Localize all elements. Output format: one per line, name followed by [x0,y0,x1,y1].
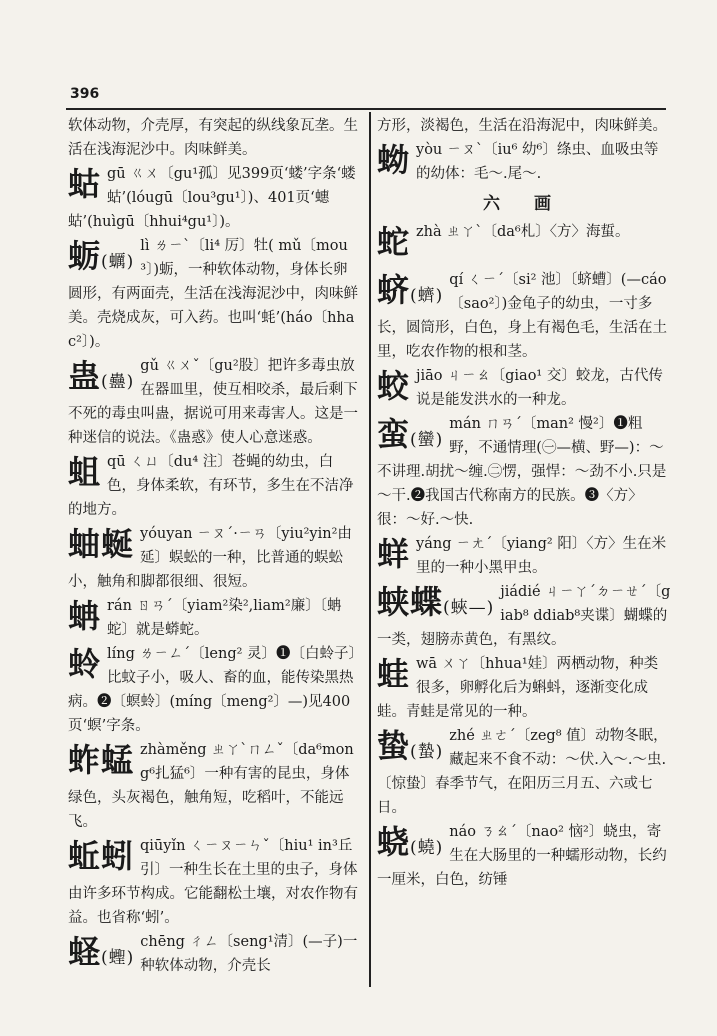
dictionary-entry [377,412,671,532]
entry-definition: gū ㄍㄨ〔gu¹孤〕见399页‘蝼’字条‘蝼蛄’(lóugū〔lou³gu¹〕)、401页‘蟪蛄’(huìgū〔hhui⁴gu¹〕)。 [68,166,356,230]
headword-variant: (蠣) [101,252,135,272]
entry-headword [377,822,443,868]
headword-char: 蛇 [377,223,411,261]
dictionary-entry [68,738,361,834]
headword-char: 蛲 [377,823,411,861]
headword-variant: (蟯) [410,838,444,858]
dictionary-entry [377,820,671,892]
headword-char: 蛏 [68,933,102,971]
entry-definition: qí ㄑㄧˊ〔si² 池〕〔蛴螬〕(—cáo〔sao²〕)金龟子的幼虫，一寸多长，圆筒形，白色，身上有褐色毛，生活在土里，吃农作物的根和茎。 [377,272,667,360]
headword-char: 蛰 [377,727,411,765]
entry-headword [377,654,410,700]
dictionary-entry [68,594,361,642]
dictionary-entry [377,724,671,820]
dictionary-entry [377,268,671,364]
entry-headword [377,534,410,580]
entry-headword [377,140,410,186]
entry-definition: zhà ㄓㄚˋ〔da⁶札〕〈方〉海蜇。 [416,224,630,240]
headword-char: 蚯蚓 [68,837,135,875]
entry-headword [68,932,134,978]
entry-definition: gǔ ㄍㄨˇ〔gu²股〕把许多毒虫放在器皿里，使互相咬杀，最后剩下不死的毒虫叫蛊，据说可用来毒害人。这是一种迷信的说法。《蛊惑》使人心意迷惑。 [68,358,358,446]
entry-headword [377,366,410,412]
entry-headword [377,414,443,460]
headword-char: 蛴 [377,271,411,309]
headword-char: 蛟 [377,367,411,405]
left-column [68,114,361,978]
entry-headword [68,452,101,498]
section-heading: 六 画 [483,194,565,214]
entry-definition: jiádié ㄐㄧㄚˊㄉㄧㄝˊ〔giab⁸ ddiab⁸夹谍〕蝴蝶的一类，翅膀赤黄色，有黑纹。 [377,584,671,648]
headword-variant: (蟶) [101,948,135,968]
left-continuation: 软体动物，介壳厚，有突起的纵线象瓦垄。生活在浅海泥沙中。肉味鲜美。 [68,118,358,158]
dictionary-entry [377,364,671,412]
entry-headword [68,164,101,210]
entry-definition: jiāo ㄐㄧㄠ〔giao¹ 交〕蛟龙，古代传说是能发洪水的一种龙。 [416,368,663,408]
right-continuation: 方形，淡褐色，生活在沿海泥中，肉味鲜美。 [377,118,667,134]
headword-char: 蛘 [377,535,411,573]
entry-definition: chēng ㄔㄥ〔seng¹清〕(—子)一种软体动物，介壳长 [140,934,358,974]
entry-definition: qiūyǐn ㄑㄧㄡㄧㄣˇ〔hiu¹ in³丘引〕一种生长在土里的虫子，身体由许多环节构成。它能翻松土壤，对农作物有益。也省称‘蚓’。 [68,838,358,926]
headword-variant: (蛺—) [443,598,495,618]
headword-char: 蚰蜒 [68,525,135,563]
dictionary-entry [68,642,361,738]
headword-char: 蛊 [68,357,102,395]
headword-char: 蛎 [68,237,102,275]
column-divider [369,112,371,987]
dictionary-entry [377,138,671,186]
dictionary-entry [68,522,361,594]
entry-definition: yóuyan ㄧㄡˊ·ㄧㄢ〔yiu²yin²由 延〕蜈蚣的一种，比普通的蜈蚣小，触角和脚都很细、很短。 [68,526,352,590]
headword-char: 蛆 [68,453,102,491]
entry-definition: zhàměng ㄓㄚˋㄇㄥˇ〔da⁶mong⁶扎猛⁶〕一种有害的昆虫，身体绿色，头灰褐色，触角短，吃稻叶，不能远飞。 [68,742,354,830]
headword-variant: (蠻) [410,430,444,450]
entry-definition: rán ㄖㄢˊ〔yiam²染²,liam²廉〕〔蚺蛇〕就是蟒蛇。 [107,598,342,638]
entry-definition: mán ㄇㄢˊ〔man² 慢²〕❶粗野，不通情理(㊀—横、野—)：～不讲理.胡扰～缠.㊁愣，强悍：～劲不小.只是～干.❷我国古代称南方的民族。❸〈方〉很：～好.～快. [377,416,667,528]
entry-headword [377,726,443,772]
header-rule [66,108,666,110]
entry-headword [68,836,134,882]
entry-headword [68,596,101,642]
headword-char: 蛱蝶 [377,583,444,621]
entry-headword [68,524,134,570]
entry-headword [377,270,443,316]
entry-definition: náo ㄋㄠˊ〔nao² 恼²〕蛲虫，寄生在大肠里的一种蠕形动物，长约一厘米，白色，纺锤 [377,824,667,888]
dictionary-entry [68,450,361,522]
dictionary-entry [377,652,671,724]
headword-variant: (蠐) [410,286,444,306]
headword-char: 蛉 [68,645,102,683]
dictionary-entry [68,834,361,930]
right-entry-list-a [377,138,671,186]
headword-variant: (蟄) [410,742,444,762]
dictionary-entry [68,930,361,978]
right-entry-list-b [377,220,671,892]
dictionary-entry [68,162,361,234]
entry-definition: lì ㄌㄧˋ〔li⁴ 厉〕牡( mǔ〔mou³〕)蛎，一种软体动物，身体长卵圆形，有两面壳，生活在浅海泥沙中，肉味鲜美。壳烧成灰，可入药。也叫‘蚝’(háo〔hhac²〕)。 [68,238,358,350]
entry-definition: yòu ㄧㄡˋ〔iu⁶ 幼⁶〕绦虫、血吸虫等的幼体：毛～.尾～. [416,142,659,182]
right-column [377,114,671,892]
dictionary-entry [377,580,671,652]
headword-char: 蛮 [377,415,411,453]
headword-char: 蛄 [68,165,102,203]
headword-char: 蚴 [377,141,411,179]
left-entry-list [68,162,361,978]
entry-headword [68,644,101,690]
entry-headword [68,356,134,402]
dictionary-entry [68,234,361,354]
entry-definition: qū ㄑㄩ〔du⁴ 注〕苍蝇的幼虫，白色，身体柔软，有环节，多生在不洁净的地方。 [68,454,354,518]
page-number: 396 [70,86,100,102]
entry-headword [377,222,410,268]
headword-variant: (蠱) [101,372,135,392]
entry-headword [68,236,134,282]
dictionary-entry [377,220,671,268]
entry-definition: zhé ㄓㄜˊ〔zeg⁸ 值〕动物冬眠，藏起来不食不动：～伏.入～.～虫.〔惊蛰〕春季节气，在阳历三月五、六或七日。 [377,728,668,816]
headword-char: 蛙 [377,655,411,693]
entry-definition: wā ㄨㄚ〔hhua¹娃〕两栖动物，种类很多，卵孵化后为蝌蚪，逐渐变化成蛙。青蛙是常见的一种。 [377,656,659,720]
entry-headword [68,740,134,786]
headword-char: 蚱蜢 [68,741,135,779]
dictionary-entry [68,354,361,450]
entry-definition: líng ㄌㄧㄥˊ〔leng² 灵〕❶〔白蛉子〕比蚊子小，吸人、畜的血，能传染黑热病。❷〔螟蛉〕(míng〔meng²〕—)见400页‘螟’字条。 [68,646,356,734]
dictionary-entry [377,532,671,580]
headword-char: 蚺 [68,597,102,635]
entry-headword [377,582,494,628]
entry-definition: yáng ㄧㄤˊ〔yiang² 阳〕〈方〉生在米里的一种小黑甲虫。 [416,536,667,576]
